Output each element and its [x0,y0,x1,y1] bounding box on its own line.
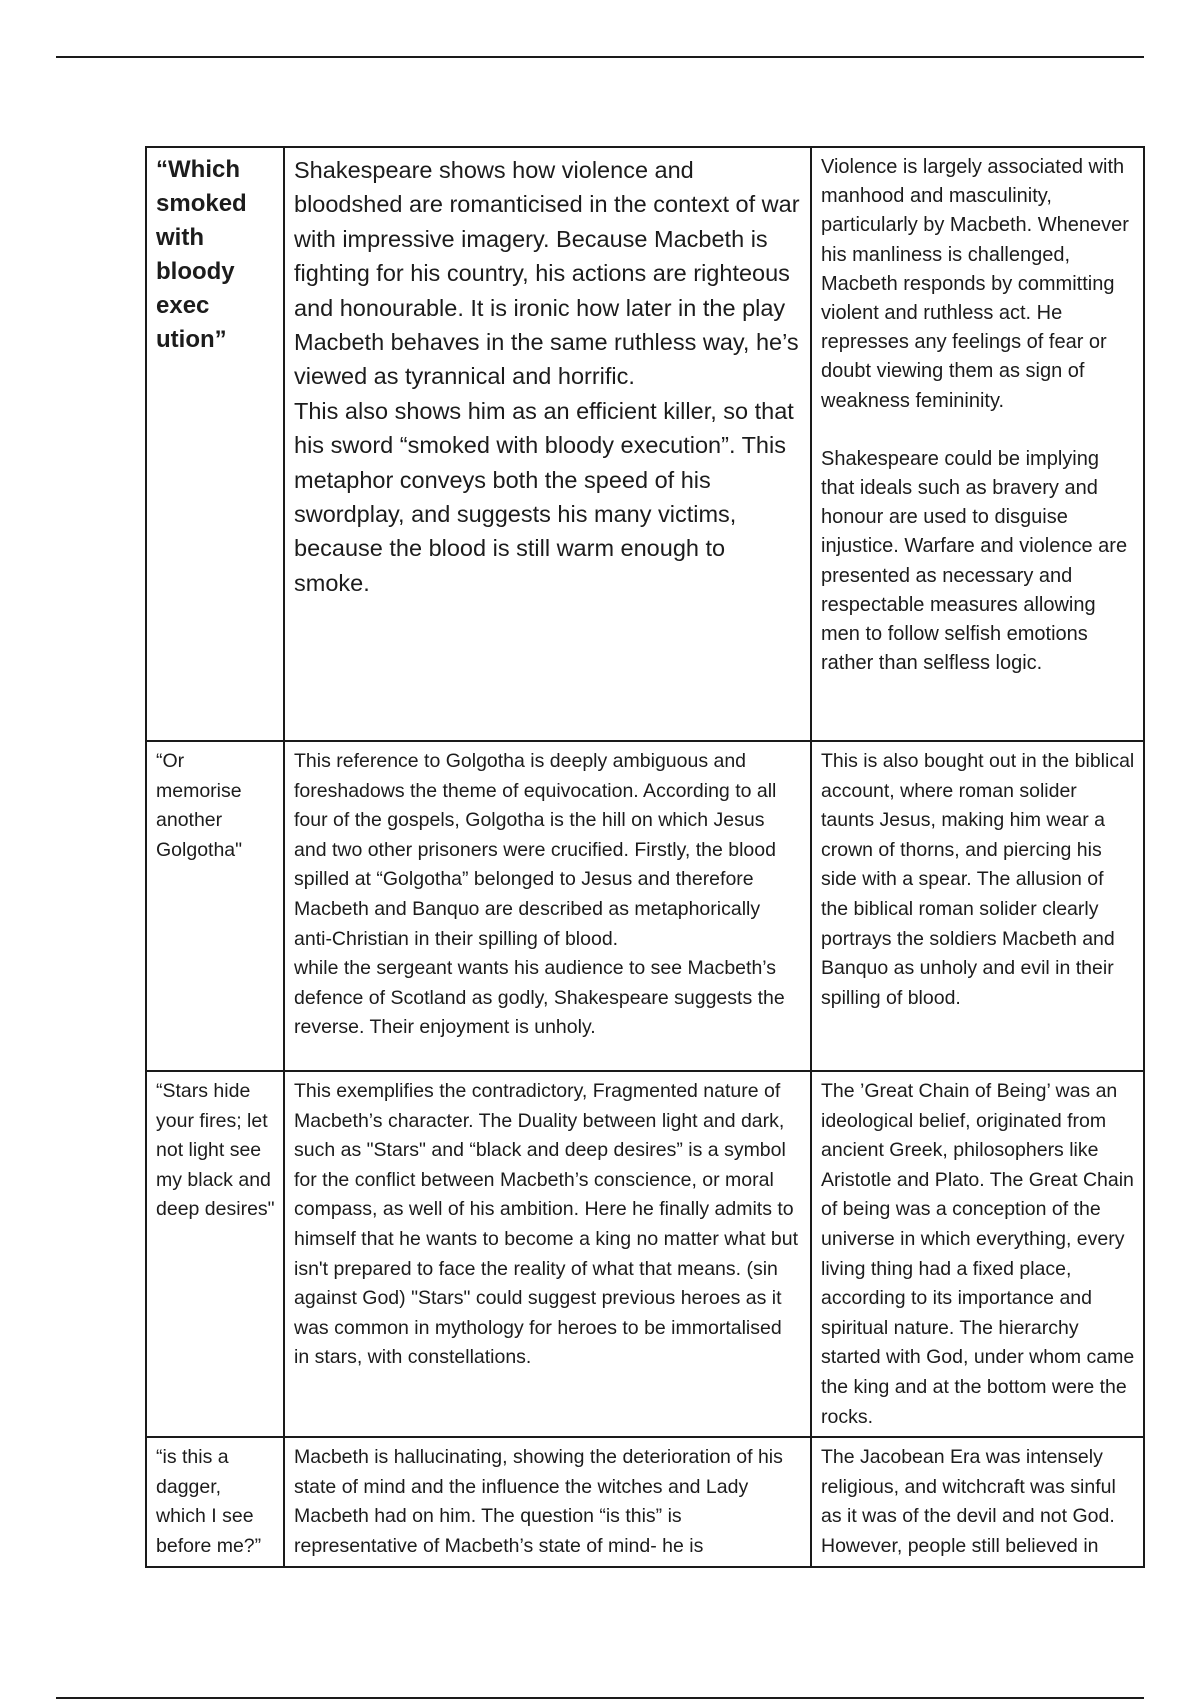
table-row [146,147,1144,741]
context-paragraph: Shakespeare could be implying that ideals such as bravery and honour are used to disguise injustice. Warfare and violence are presented as necessary and respectable measures allowing men to follow selfish emotions rather than selfless logic. [821,447,1133,675]
analysis-cell [284,147,811,741]
context-cell [811,147,1144,741]
footer-rule [56,1697,1144,1699]
context-paragraph: The Jacobean Era was intensely religious, and witchcraft was sinful as it was of the devil and not God. However, people still believed in [821,1446,1122,1557]
analysis-paragraph: This also shows him as an efficient killer, so that his sword “smoked with bloody execution”. This metaphor conveys both the speed of his swordplay, and suggests his many victims, because the blood is still warm enough to smoke. [294,397,801,596]
analysis-cell [284,741,811,1071]
paragraph-gap [821,416,1135,445]
analysis-table [145,146,1145,1568]
quote-cell [146,147,284,741]
context-paragraph: Violence is largely associated with manhood and masculinity, particularly by Macbeth. Whenever his manliness is challenged, Macbeth responds by committing violent and ruthless act. He represses any feelings of fear or doubt viewing them as sign of weakness femininity. [821,156,1135,412]
quote-cell [146,741,284,1071]
analysis-paragraph: Shakespeare shows how violence and bloodshed are romanticised in the context of war with impressive imagery. Because Macbeth is fighting for his country, his actions are righteous and honourable. It is ironic how later in the play Macbeth behaves in the same ruthless way, he’s viewed as tyrannical and horrific. [294,157,807,390]
analysis-paragraph: while the sergeant wants his audience to see Macbeth’s defence of Scotland as godly, Shakespeare suggests the reverse. Their enjoyment is unholy. [294,957,791,1039]
analysis-cell [284,1071,811,1437]
analysis-paragraph: This reference to Golgotha is deeply ambiguous and foreshadows the theme of equivocation. According to all four of the gospels, Golgotha is the hill on which Jesus and two other prisoners were crucified. Firstly, the blood spilled at “Golgotha” belonged to Jesus and therefore Macbeth and Banquo are described as metaphorically anti-Christian in their spilling of blood. [294,750,782,950]
context-paragraph: The ’Great Chain of Being’ was an ideological belief, originated from ancient Greek, philosophers like Aristotle and Plato. The Great Chain of being was a conception of the universe in which everything, every living thing had a fixed place, according to its importance and spiritual nature. The hierarchy started with God, under whom came the king and at the bottom were the rocks. [821,1080,1140,1428]
context-cell [811,741,1144,1071]
context-paragraph: This is also bought out in the biblical account, where roman solider taunts Jesus, making him wear a crown of thorns, and piercing his side with a spear. The allusion of the biblical roman solider clearly portrays the soldiers Macbeth and Banquo as unholy and evil in their spilling of blood. [821,750,1140,1009]
quote-text: “Stars hide your fires; let not light see my black and deep desires" [156,1080,275,1221]
context-cell [811,1071,1144,1437]
quote-text: “is this a dagger, which I see before me?” [156,1446,262,1557]
header-rule [56,56,1144,58]
table-row [146,1437,1144,1566]
table-row [146,1071,1144,1437]
analysis-paragraph: Macbeth is hallucinating, showing the deterioration of his state of mind and the influence the witches and Lady Macbeth had on him. The question “is this” is representative of Macbeth’s state of mind- he is [294,1446,789,1557]
table-row [146,741,1144,1071]
quote-text: “Or memorise another Golgotha" [156,750,243,861]
context-cell [811,1437,1144,1566]
quote-cell [146,1437,284,1566]
quote-cell [146,1071,284,1437]
analysis-cell [284,1437,811,1566]
analysis-paragraph: This exemplifies the contradictory, Fragmented nature of Macbeth’s character. The Duality between light and dark, such as "Stars" and “black and deep desires” is a symbol for the conflict between Macbeth’s conscience, or moral compass, as well of his ambition. Here he finally admits to himself that he wants to become a king no matter what but isn't prepared to face the reality of what that means. (sin against God) "Stars" could suggest previous heroes as it was common in mythology for heroes to be immortalised in stars, with constellations. [294,1080,804,1369]
quote-text: “Which smoked with bloody exec ution” [156,156,247,353]
